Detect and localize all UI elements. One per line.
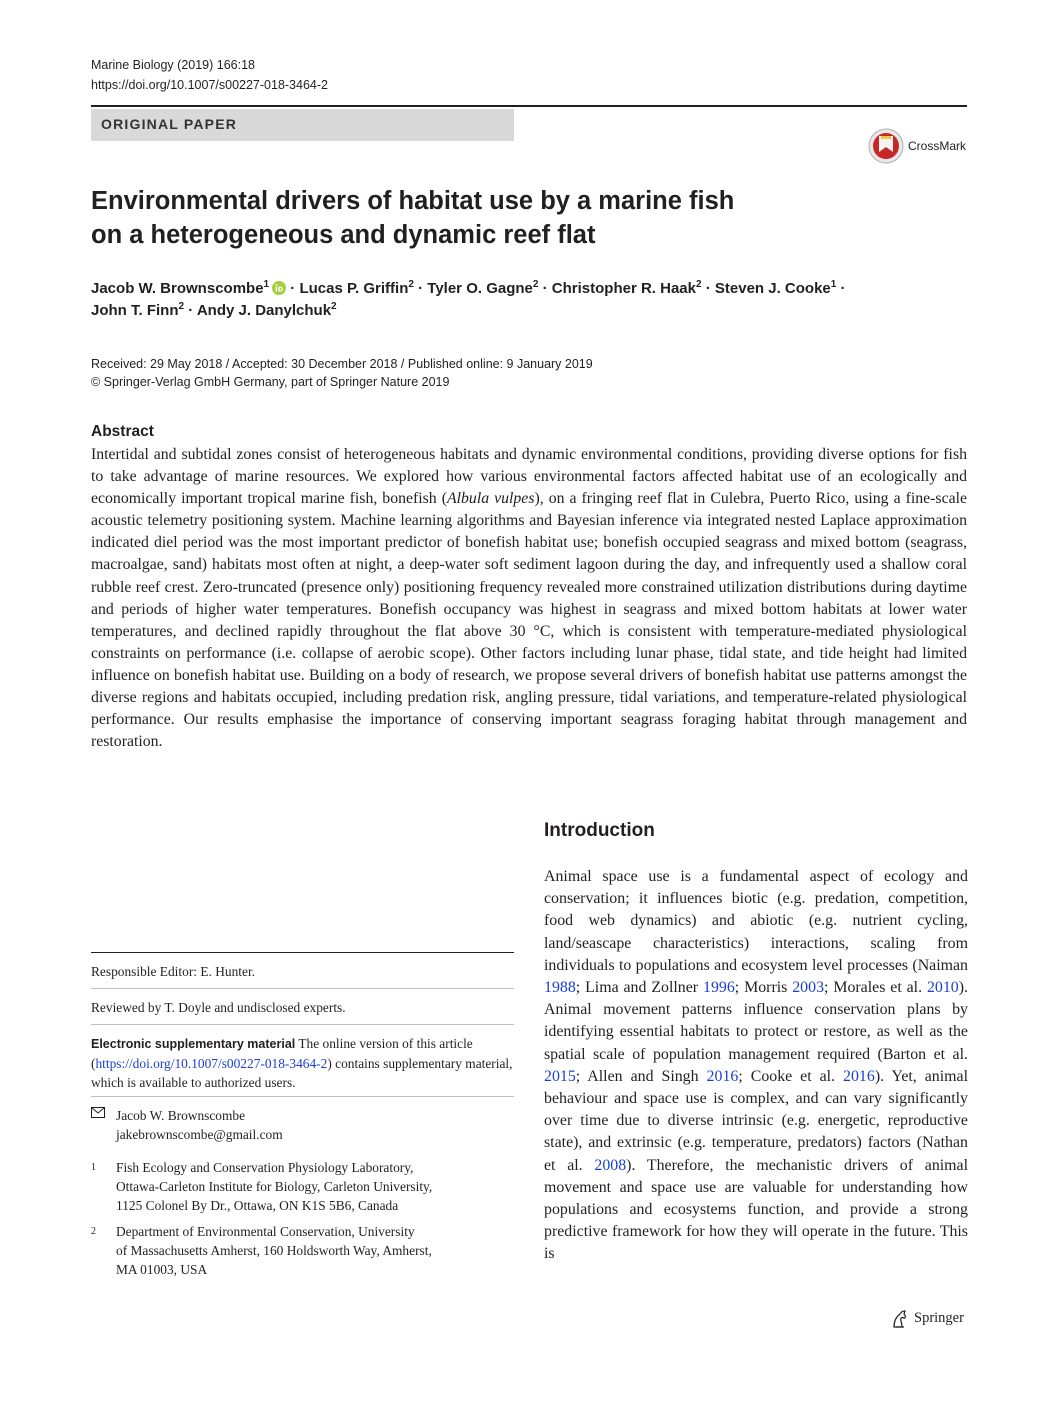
affiliation-line: of Massachusetts Amherst, 160 Holdsworth Way, Amherst,	[116, 1243, 432, 1258]
intro-text-segment: ; Morris	[734, 979, 793, 997]
reviewers-note: Reviewed by T. Doyle and undisclosed experts.	[91, 1000, 346, 1015]
affiliation-line: 1125 Colonel By Dr., Ottawa, ON K1S 5B6, Canada	[116, 1198, 399, 1213]
citation-link[interactable]: 2008	[594, 1156, 627, 1174]
envelope-icon	[91, 1106, 111, 1125]
footnote-divider	[91, 1024, 514, 1025]
esm-doi-link[interactable]: https://doi.org/10.1007/s00227-018-3464-2	[95, 1056, 328, 1071]
species-name: Albula vulpes	[446, 490, 535, 508]
paper-type-banner	[91, 109, 514, 141]
author-name[interactable]: Lucas P. Griffin	[299, 280, 409, 297]
affiliation-1	[91, 1158, 514, 1218]
copyright-line: © Springer-Verlag GmbH Germany, part of Springer Nature 2019	[91, 375, 450, 389]
abstract-text-part: Intertidal and subtidal zones consist of heterogeneous habitats and dynamic environmental conditions, providing diverse options for fish to take advantage of marine resources. We explored how various environmental factors affected habitat use of an ecologically and economically important tropical marine fish, bonefish (	[91, 446, 967, 508]
citation-link[interactable]: 1996	[703, 979, 735, 997]
author-affiliation-number: 2	[178, 301, 185, 312]
citation-link[interactable]: 2010	[926, 979, 959, 997]
author-line-1: Jacob W. Brownscombe$^1$ · Lucas P. Griffin$^2$ · Tyler O. Gagne$^2$ · Christopher R. Haak$^2$ · Steven J. Cooke$^1$ ·	[91, 279, 846, 297]
author-affiliation-number: 2	[408, 279, 414, 290]
esm-text: The online version of this article (	[91, 1036, 473, 1071]
article-title	[91, 184, 951, 252]
abstract-text-part: ), on a fringing reef flat in Culebra, Puerto Rico, using a fine-scale acoustic telemetry positioning system. Machine learning algorithms and Bayesian inference via integrated nested Laplace approximation indicated diel period was the most important predictor of bonefish habitat use; bonefish occupied seagrass and mixed bottom (seagrass, macroalgae, sand) habitats most often at night, a deep-water soft sediment lagoon during the day, and infrequently used a shallow coral rubble reef crest. Zero-truncated (presence only) positioning frequency revealed more constrained utilization distributions during daytime and periods of higher water temperatures. Bonefish occupancy was highest in seagrass and mixed bottom habitats at lower water temperatures, and declined rapidly throughout the flat above 30 °C, which is consistent with temperature-mediated physiological constraints on performance (i.e. collapse of aerobic scope). Other factors including lunar phase, tidal state, and tide height had limited influence on bonefish habitat use. Building on a body of research, we propose several drivers of bonefish habitat use patterns amongst the diverse regions and habitats occupied, including predation risk, angling pressure, tidal variations, and temperature-related physiological performance. Our results emphasise the importance of conserving important seagrass foraging habitat through management and restoration.	[91, 490, 967, 751]
author-line-2: John T. Finn$^2$ · Andy J. Danylchuk$^2$	[91, 301, 337, 319]
crossmark-badge[interactable]	[868, 128, 973, 166]
crossmark-icon	[868, 128, 904, 164]
corresponding-author-email[interactable]: jakebrownscombe@gmail.com	[116, 1127, 283, 1142]
intro-text-segment: ). Yet, animal behaviour and space use is complex, and can vary significantly over time due to diverse intrinsic (e.g. energetic, reproductive state), and extrinsic (e.g. temperature, predators) factors (Nathan et al.	[544, 1067, 968, 1174]
intro-text-segment: ). Therefore, the mechanistic drivers of animal movement and space use are valuable for understanding how populations and ecosystems function, and provide a strong predictive framework for how they will operate in the future. This is	[544, 1156, 969, 1263]
esm-label: Electronic supplementary material	[91, 1037, 296, 1051]
dates-line: Received: 29 May 2018 / Accepted: 30 December 2018 / Published online: 9 January 2019	[91, 357, 593, 371]
affiliation-number: 2	[91, 1226, 96, 1237]
abstract-text	[91, 444, 967, 753]
supplementary-material-note	[91, 1034, 514, 1092]
footnote-divider	[91, 1096, 514, 1097]
author-affiliation-number: 2	[695, 279, 702, 290]
affiliation-line: Department of Environmental Conservation, University	[116, 1224, 415, 1239]
author-name[interactable]: Tyler O. Gagne	[427, 280, 533, 297]
affiliation-line: MA 01003, USA	[116, 1262, 208, 1277]
footnote-rule	[91, 952, 514, 953]
springer-horse-icon	[890, 1309, 908, 1329]
esm-text: ) contains supplementary material, which is available to authorized users.	[91, 1056, 513, 1090]
header-rule	[91, 105, 967, 107]
abstract-heading: Abstract	[91, 423, 154, 440]
intro-text-segment: Animal space use is a fundamental aspect of ecology and conservation; it influences biotic (e.g. predation, competition, food web dynamics) and abiotic (e.g. nutrient cycling, land/seascape characteristics) interactions, scaling from individuals to populations and ecosystem level processes (Naiman	[544, 868, 968, 974]
corresponding-author	[91, 1106, 514, 1146]
introduction-text	[544, 866, 968, 1266]
author-list	[91, 278, 971, 322]
author-affiliation-number: 1	[263, 279, 270, 290]
author-name[interactable]: John T. Finn	[91, 302, 179, 319]
citation-link[interactable]: 2003	[792, 979, 825, 997]
footnote-divider	[91, 988, 514, 989]
orcid-icon[interactable]	[272, 281, 286, 295]
citation-link[interactable]: 2016	[706, 1067, 739, 1085]
author-name[interactable]: Jacob W. Brownscombe	[91, 280, 264, 297]
intro-text-segment: ; Morales et al.	[824, 979, 927, 997]
intro-text-segment: ; Allen and Singh	[575, 1067, 707, 1085]
publisher-name: Springer	[914, 1310, 964, 1326]
citation-link[interactable]: 2015	[544, 1067, 576, 1085]
paper-type-label: ORIGINAL PAPER	[101, 116, 238, 132]
title-line-2: on a heterogeneous and dynamic reef flat	[91, 221, 596, 249]
title-line-1: Environmental drivers of habitat use by a marine fish	[91, 187, 735, 215]
intro-text-segment: ). Animal movement patterns influence conservation plans by identifying essential habitats to protect or restore, as well as the spatial scale of population management required (Barton et al.	[544, 979, 968, 1063]
publisher-logo	[890, 1308, 980, 1332]
intro-text-segment: ; Cooke et al.	[738, 1067, 844, 1085]
citation-link[interactable]: 1988	[544, 979, 576, 997]
affiliation-number: 1	[91, 1162, 96, 1173]
responsible-editor-note: Responsible Editor: E. Hunter.	[91, 964, 256, 979]
corresponding-author-name: Jacob W. Brownscombe	[116, 1108, 246, 1123]
affiliation-line: Ottawa-Carleton Institute for Biology, Carleton University,	[116, 1179, 433, 1194]
doi-link[interactable]: https://doi.org/10.1007/s00227-018-3464-2	[91, 78, 328, 92]
author-name[interactable]: Andy J. Danylchuk	[196, 302, 332, 319]
author-affiliation-number: 1	[830, 279, 837, 290]
publication-dates	[91, 355, 593, 391]
affiliation-line: Fish Ecology and Conservation Physiology Laboratory,	[116, 1160, 414, 1175]
author-affiliation-number: 2	[331, 301, 337, 312]
author-name[interactable]: Christopher R. Haak	[551, 280, 696, 297]
crossmark-label: CrossMark	[908, 139, 967, 153]
author-affiliation-number: 2	[532, 279, 539, 290]
affiliation-2	[91, 1222, 514, 1282]
citation-link[interactable]: 2016	[843, 1067, 875, 1085]
author-name[interactable]: Steven J. Cooke	[714, 280, 831, 297]
journal-citation: Marine Biology (2019) 166:18	[91, 58, 255, 72]
intro-text-segment: ; Lima and Zollner	[575, 979, 703, 997]
introduction-heading: Introduction	[544, 820, 655, 841]
